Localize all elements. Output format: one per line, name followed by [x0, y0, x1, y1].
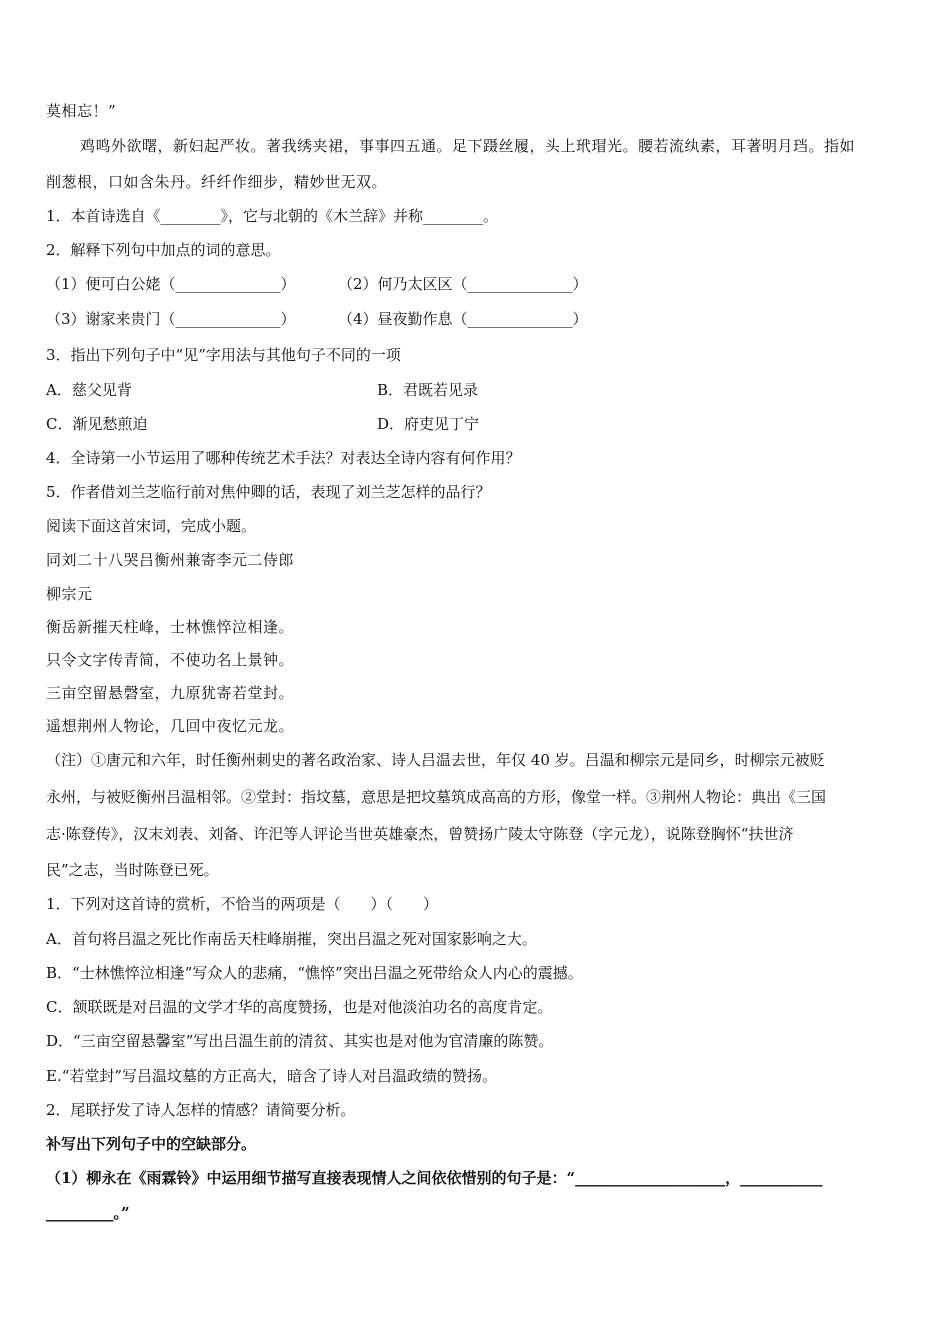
q2-item-2: （2）何乃太区区（______________） [338, 275, 588, 293]
poem2-line-3: 三亩空留悬磬室，九原犹寄若堂封。 [46, 684, 295, 702]
question-3: 3．指出下列句子中“见”字用法与其他句子不同的一项 [46, 346, 401, 364]
q2-item-1: （1）便可白公姥（______________） [46, 275, 296, 293]
poem2-title: 同刘二十八哭吕衡州兼寄李元二侍郎 [46, 551, 295, 569]
q3-option-b: B．君既若见录 [377, 381, 479, 399]
question-4: 4．全诗第一小节运用了哪种传统艺术手法？对表达全诗内容有何作用？ [46, 449, 521, 467]
p2-q1-option-c: C．颔联既是对吕温的文学才华的高度赞扬，也是对他淡泊功名的高度肯定。 [46, 998, 553, 1016]
poem-paragraph-line-2: 削葱根，口如含朱丹。纤纤作细步，精妙世无双。 [46, 173, 388, 191]
fill-question-1-line-2: _________。” [46, 1204, 130, 1222]
fill-question-1-line-1: （1）柳永在《雨霖铃》中运用细节描写直接表现情人之间依依惜别的句子是：“____________________，___________ [46, 1169, 823, 1187]
fill-section-title: 补写出下列句子中的空缺部分。 [46, 1135, 257, 1153]
question-2: 2．解释下列句中加点的词的意思。 [46, 241, 281, 259]
poem-paragraph-line-1: 鸡鸣外欲曙，新妇起严妆。著我绣夹裙，事事四五通。足下蹑丝履，头上玳瑁光。腰若流纨素，耳著明月珰。指如 [80, 137, 856, 155]
p2-question-2: 2．尾联抒发了诗人怎样的情感？请简要分析。 [46, 1101, 356, 1119]
note-line-2: 永州，与被贬衡州吕温相邻。②堂封：指坟墓，意思是把坟墓筑成高高的方形，像堂一样。③荆州人物论：典出《三国 [46, 788, 827, 806]
reading-intro: 阅读下面这首宋词，完成小题。 [46, 517, 257, 535]
q3-option-c: C．渐见愁煎迫 [46, 415, 148, 433]
q3-option-d: D．府吏见丁宁 [377, 415, 480, 433]
question-1: 1．本首诗选自《________》，它与北朝的《木兰辞》并称________。 [46, 207, 499, 225]
p2-q1-option-a: A．首句将吕温之死比作南岳天柱峰崩摧，突出吕温之死对国家影响之大。 [46, 930, 537, 948]
poem2-line-4: 遥想荆州人物论，几回中夜忆元龙。 [46, 717, 295, 735]
poem2-line-2: 只令文字传青简，不使功名上景钟。 [46, 651, 295, 669]
q3-option-a: A．慈父见背 [46, 381, 132, 399]
p2-q1-option-d: D．“三亩空留悬馨室”写出吕温生前的清贫、其实也是对他为官清廉的陈赞。 [46, 1032, 554, 1050]
p2-question-1: 1．下列对这首诗的赏析，不恰当的两项是（ ）（ ） [46, 895, 439, 913]
p2-q1-option-e: E.“若堂封”写吕温坟墓的方正高大，暗含了诗人对吕温政绩的赞扬。 [46, 1067, 498, 1085]
note-line-4: 民”之志，当时陈登已死。 [46, 861, 219, 879]
q2-item-4: （4）昼夜勤作息（______________） [338, 310, 588, 328]
question-5: 5．作者借刘兰芝临行前对焦仲卿的话，表现了刘兰芝怎样的品行？ [46, 483, 491, 501]
p2-q1-option-b: B．“士林憔悴泣相逢”写众人的悲痛，“憔悴”突出吕温之死带给众人内心的震撼。 [46, 964, 583, 982]
poem-end-line: 莫相忘！” [46, 102, 117, 120]
note-line-1: （注）①唐元和六年，时任衡州刺史的著名政治家、诗人吕温去世，年仅 40 岁。吕温和柳宗元是同乡，时柳宗元被贬 [46, 751, 825, 769]
poem2-author: 柳宗元 [46, 585, 93, 603]
poem2-line-1: 衡岳新摧天柱峰，士林憔悴泣相逢。 [46, 618, 295, 636]
q2-item-3: （3）谢家来贵门（______________） [46, 310, 296, 328]
note-line-3: 志·陈登传》，汉末刘表、刘备、许汜等人评论当世英雄豪杰，曾赞扬广陵太守陈登（字元龙），说陈登胸怀“扶世济 [46, 825, 794, 843]
